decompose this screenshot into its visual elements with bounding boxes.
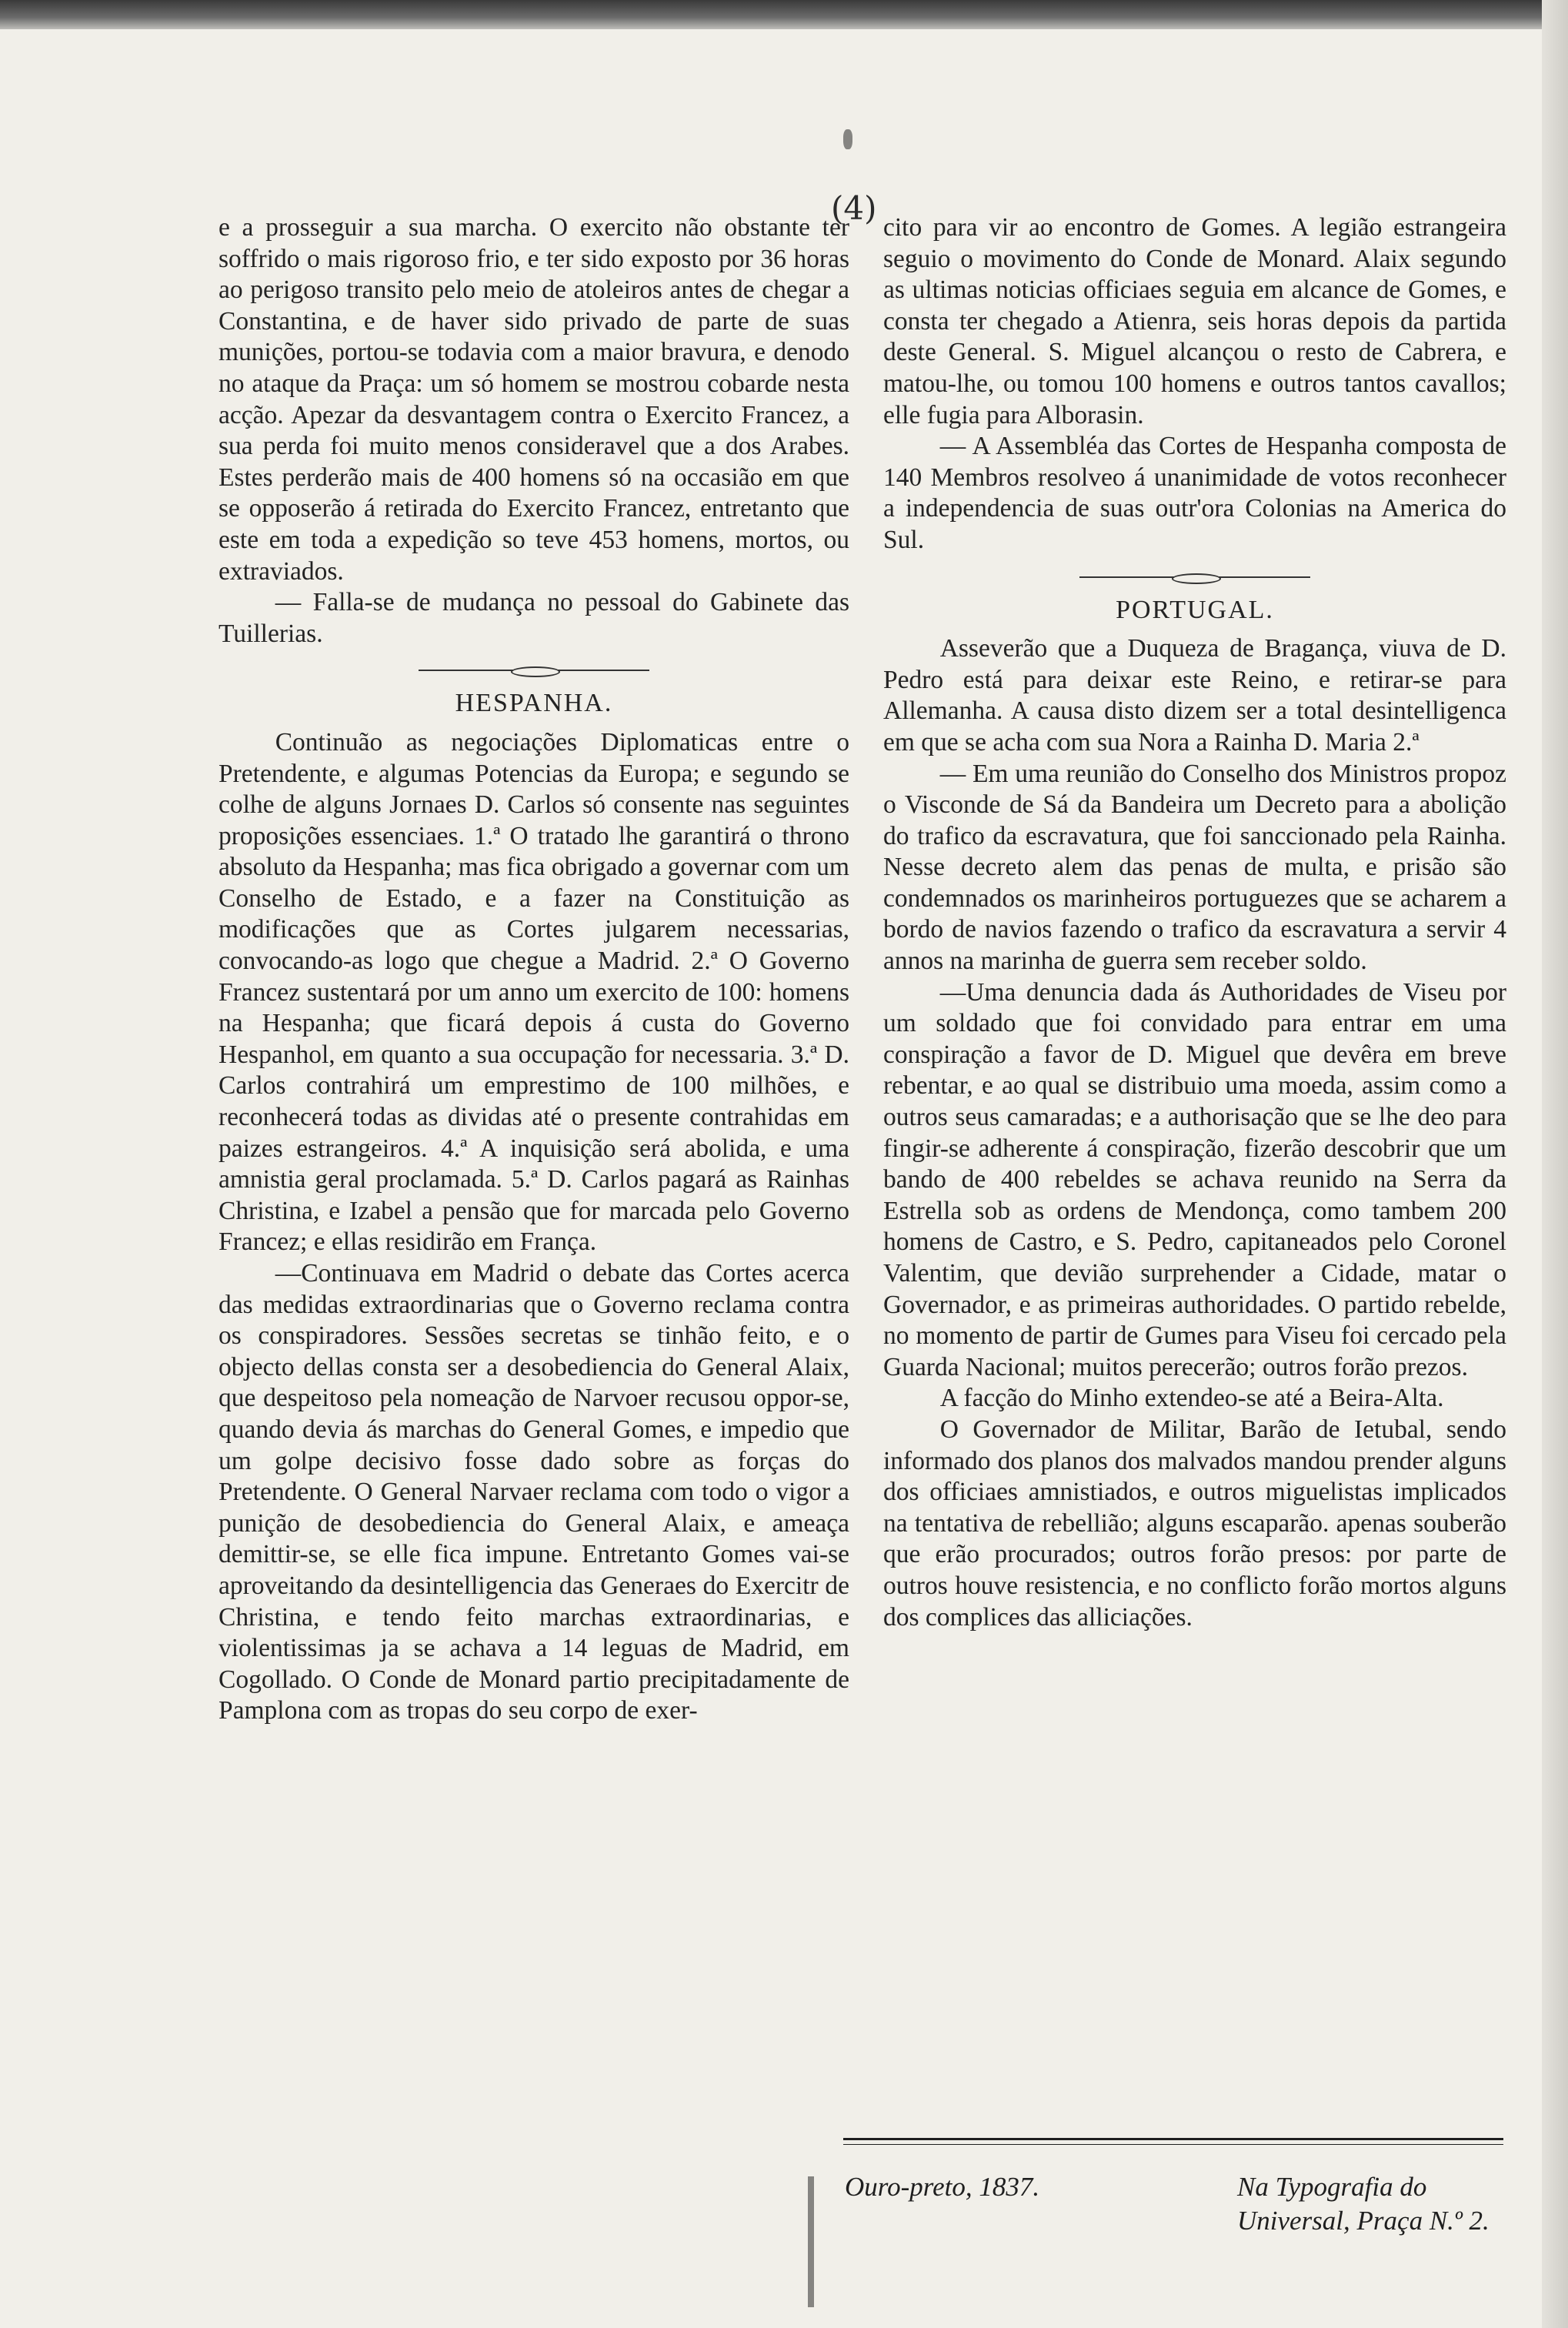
article-paragraph: Continuão as negociações Diplomaticas entre o Pretendente, e algumas Potencias da Europa; e segundo se colhe de alguns Jornaes D. Carlos só consente nas seguintes proposições essenciaes. 1.ª O tratado lhe garantirá o throno absoluto da Hespanha; mas fica obrigado a governar com um Conselho de Estado, e a fazer na Constituição as modificações que as Cortes julgarem necessarias, convocando-as logo que chegue a Madrid. 2.ª O Governo Francez sustentará por um anno um exercito de 100: homens na Hespanha; que ficará depois á custa do Governo Hespanhol, em quanto a sua occupação for necessaria. 3.ª D. Carlos contrahirá um emprestimo de 100 milhões, e reconhecerá todas as dividas até o presente contrahidas em paizes estrangeiros. 4.ª A inquisição será abolida, e uma amnistia geral proclamada. 5.ª D. Carlos pagará as Rainhas Christina, e Izabel a pensão que for marcada pelo Governo Francez; e ellas residirão em França. — [219, 727, 849, 1257]
article-paragraph: O Governador de Militar, Barão de Ietubal, sendo informado dos planos dos malvados mandou prender alguns dos officiaes amnistiados, e outros miguelistas implicados na tentativa de rebellião; alguns escaparão. apenas souberão que erão procurados; outros forão presos: por parte de outros houve resistencia, e no conflicto forão mortos alguns dos complices das alliciações. — [883, 1415, 1506, 1632]
section-divider — [1079, 573, 1310, 581]
imprint-place-year: Ouro-preto, 1837. — [845, 2172, 1040, 2202]
ink-smudge — [808, 2176, 814, 2307]
article-paragraph: —Uma denuncia dada ás Authoridades de Viseu por um soldado que foi convidado para entrar em uma conspiração a favor de D. Miguel que devêra em breve rebentar, e ao qual se distribuio uma moeda, assim como a outros seus camaradas; e a authorisação que se lhe deo para fingir-se adherente á conspiração, fizerão descobrir que um bando de 400 rebeldes se achava reunido na Serra da Estrella sob as ordens de Mendonça, como tambem 200 homens de Castro, e S. Pedro, capitaneados pelo Coronel Valentim, que devião surprehender a Cidade, matar o Governador, e as primeiras authoridades. O partido rebelde, no momento de partir de Gumes para Viseu foi cercado pela Guarda Nacional; muitos perecerão; outros forão prezos. — [883, 977, 1506, 1381]
imprint-rule — [843, 2138, 1503, 2145]
section-heading-hespanha: HESPANHA. — [455, 689, 613, 718]
article-paragraph: — Em uma reunião do Conselho dos Ministros propoz o Visconde de Sá da Bandeira um Decreto para a abolição do trafico da escravatura, que foi sanccionado pela Rainha. Nesse decreto alem das penas de multa, e prisão são condemnados os marinheiros portuguezes que se acharem a bordo de navios fazendo o trafico da escravatura a servir 4 annos na marinha de guerra sem receber soldo. — [883, 759, 1506, 976]
right-column — [883, 212, 1506, 1633]
article-paragraph: A facção do Minho extendeo-se até a Beira-Alta. — [939, 1384, 1444, 1413]
page-top-edge — [0, 0, 1568, 29]
imprint — [845, 2170, 1506, 2236]
section-divider — [419, 666, 649, 674]
article-paragraph: —Continuava em Madrid o debate das Cortes acerca das medidas extraordinarias que o Governo reclama contra os conspiradores. Sessões secretas se tinhão feito, e o objecto dellas consta ser a desobediencia do General Alaix, que despeitoso pela nomeação de Narvoer recusou oppor-se, quando devia ás marchas do General Gomes, e impedio que um golpe decisivo fosse dado sobre as forças do Pretendente. O General Narvaer reclama com todo o vigor a punição de desobediencia do General Alaix, e ameaça demittir-se, se elle fica impune. Entretanto Gomes vai-se aproveitando da desintelligencia das Generaes do Exercitr de Christina, e tendo feito marchas extraordinarias, e violentissimas ja se achava a 14 leguas de Madrid, em Cogollado. O Conde de Monard partio precipitadamente de Pamplona com as tropas do seu corpo de exer- — [219, 1259, 849, 1725]
article-paragraph: cito para vir ao encontro de Gomes. A legião estrangeira seguio o movimento do Conde de Monard. Alaix segundo as ultimas noticias officiaes seguia em alcance de Gomes, e consta ter chegado a Atienra, seis horas depois da partida deste General. S. Miguel alcançou o resto de Cabrera, e matou-lhe, ou tomou 100 homens e outros tantos cavallos; elle fugia para Alborasin. — [883, 213, 1506, 429]
page-number: (4) — [831, 189, 877, 227]
ink-smudge — [843, 129, 852, 149]
article-paragraph: — Falla-se de mudança no pessoal do Gabinete das Tuillerias. — [219, 588, 849, 648]
page-right-edge — [1542, 0, 1568, 2328]
article-paragraph: e a prosseguir a sua marcha. O exercito não obstante ter soffrido o mais rigoroso frio, e ter sido exposto por 36 horas ao perigoso transito pelo meio de atoleiros antes de chegar a Constantina, e de haver sido privado de parte de suas munições, portou-se todavia com a maior bravura, e denodo no ataque da Praça: um só homem se mostrou cobarde nesta acção. Apezar da desvantagem contra o Exercito Francez, a sua perda foi muito menos consideravel que a dos Arabes. Estes perderão mais de 400 homens só na occasião em que se opposerão á retirada do Exercito Francez, entretanto que este em toda a expedição so teve 453 homens, mortos, ou extraviados. — [219, 213, 849, 586]
section-heading-portugal: PORTUGAL. — [1116, 595, 1274, 624]
article-paragraph: — A Assembléa das Cortes de Hespanha composta de 140 Membros resolveo á unanimidade de votos reconhecer a independencia de suas outr'ora Colonias na America do Sul. — [883, 432, 1506, 554]
article-paragraph: Asseverão que a Duqueza de Bragança, viuva de D. Pedro está para deixar este Reino, e retirar-se para Allemanha. A causa disto dizem ser a total desintelligenca em que se acha com sua Nora a Rainha D. Maria 2.ª — [883, 634, 1506, 757]
left-column — [219, 212, 849, 1727]
imprint-printer: Na Typografia do Universal, Praça N.º 2. — [1237, 2172, 1490, 2236]
